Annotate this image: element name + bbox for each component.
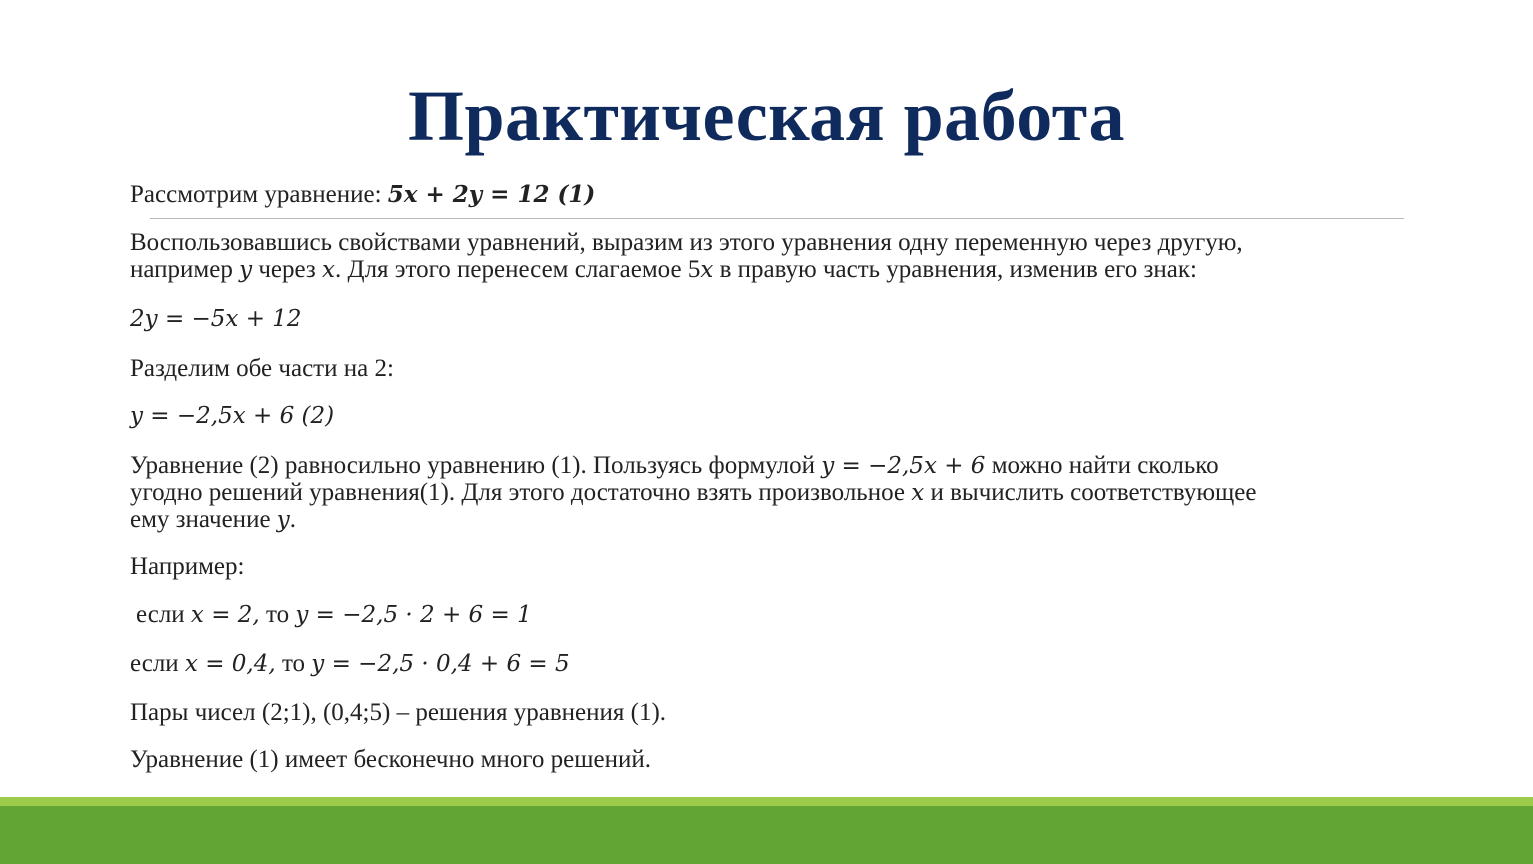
equation-intro-text: Рассмотрим уравнение: xyxy=(130,181,382,208)
calculation: y = −2,5 · 0,4 + 6 = 5 xyxy=(311,651,570,677)
var-y: y xyxy=(276,507,290,533)
condition: x = 0,4, xyxy=(184,651,276,677)
text-segment: в правую часть уравнения, изменив его знак: xyxy=(713,256,1197,283)
footer-accent-bar xyxy=(0,797,1533,806)
text-segment: то xyxy=(275,650,312,677)
example-label: Например: xyxy=(130,553,245,580)
divide-instruction: Разделим обе части на 2: xyxy=(130,355,394,382)
text-segment: и вычислить соответствующее xyxy=(924,479,1257,506)
calculation: y = −2,5 · 2 + 6 = 1 xyxy=(295,602,532,628)
text-segment: если xyxy=(136,601,191,628)
text-segment: через xyxy=(252,256,323,283)
text-segment: то xyxy=(259,601,296,628)
example-2 xyxy=(130,650,570,678)
slide-title: Практическая работа xyxy=(407,76,1126,156)
conclusion: Уравнение (1) имеет бесконечно много решений. xyxy=(130,746,651,773)
paragraph1-line1: Воспользовавшись свойствами уравнений, выразим из этого уравнения одну переменную через другую, xyxy=(130,229,1243,256)
var-x: x xyxy=(700,257,714,283)
main-equation: 5x + 2y = 12 (1) xyxy=(387,181,596,208)
paragraph2-line1 xyxy=(130,452,1219,480)
paragraph1-line2 xyxy=(130,256,1197,284)
paragraph2-line3 xyxy=(130,506,296,534)
text-segment: если xyxy=(130,650,185,677)
text-segment: можно найти сколько xyxy=(985,452,1219,479)
text-segment: . xyxy=(289,506,297,533)
formula: y = −2,5x + 6 xyxy=(821,453,986,479)
divider-line xyxy=(150,218,1404,219)
equation-3: y = −2,5x + 6 (2) xyxy=(130,403,335,429)
var-y: y xyxy=(239,257,253,283)
var-x: x xyxy=(911,480,925,506)
equation-intro xyxy=(130,181,595,208)
condition: x = 2, xyxy=(190,602,260,628)
footer-bar xyxy=(0,806,1533,864)
example-1 xyxy=(136,601,532,629)
pairs-statement: Пары чисел (2;1), (0,4;5) – решения уравнения (1). xyxy=(130,699,667,726)
text-segment: . Для этого перенесем слагаемое 5 xyxy=(335,256,701,283)
text-segment: угодно решений уравнения(1). Для этого достаточно взять произвольное xyxy=(130,479,912,506)
var-x: x xyxy=(322,257,336,283)
text-segment: например xyxy=(130,256,240,283)
equation-2: 2y = −5x + 12 xyxy=(130,306,302,332)
paragraph2-line2 xyxy=(130,479,1256,507)
text-segment: Уравнение (2) равносильно уравнению (1). Пользуясь формулой xyxy=(130,452,822,479)
text-segment: ему значение xyxy=(130,506,277,533)
